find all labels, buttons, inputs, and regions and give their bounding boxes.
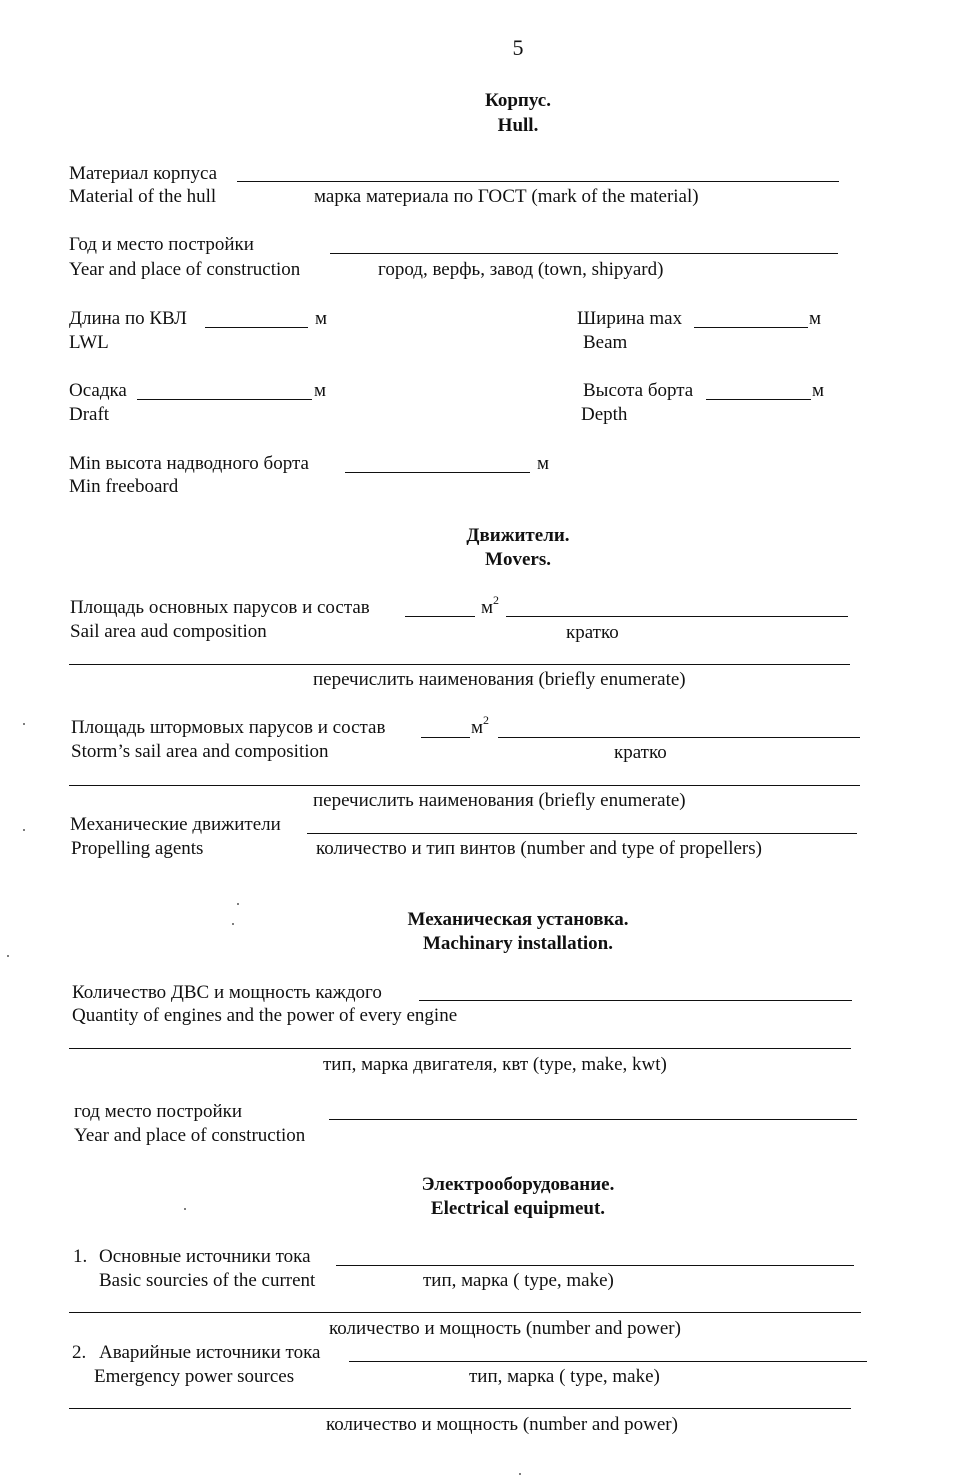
hull-draft-field[interactable] <box>137 399 312 400</box>
scan-speck <box>519 1473 521 1475</box>
machinery-year-label-en: Year and place of construction <box>74 1125 306 1146</box>
scan-speck <box>23 723 25 725</box>
machinery-year-label-ru: год место постройки <box>74 1101 243 1122</box>
hull-depth-unit: м <box>812 380 825 401</box>
hull-material-field[interactable] <box>237 181 839 182</box>
movers-storm-briefly-hint: кратко <box>614 742 667 763</box>
scan-speck <box>237 903 239 905</box>
hull-beam-unit: м <box>809 308 822 329</box>
hull-year-field[interactable] <box>330 253 838 254</box>
hull-lwl-unit: м <box>315 308 328 329</box>
electrical-basic-field[interactable] <box>336 1265 854 1266</box>
electrical-basic-number: 1. <box>73 1246 88 1267</box>
machinery-engines-type-field[interactable] <box>69 1048 851 1049</box>
movers-mech-label-ru: Механические движители <box>70 814 281 835</box>
machinery-year-field[interactable] <box>329 1119 857 1120</box>
hull-freeboard-field[interactable] <box>345 472 530 473</box>
movers-sail-composition-field[interactable] <box>506 616 848 617</box>
hull-draft-label-en: Draft <box>69 404 110 425</box>
electrical-emergency-qty-hint: количество и мощность (number and power) <box>326 1414 678 1435</box>
movers-sail-label-ru: Площадь основных парусов и состав <box>70 597 370 618</box>
electrical-basic-label-ru: Основные источники тока <box>99 1246 311 1267</box>
machinery-engines-label-en: Quantity of engines and the power of every engine <box>72 1005 458 1026</box>
movers-sail-briefly-hint: кратко <box>566 622 619 643</box>
hull-lwl-label-en: LWL <box>69 332 109 353</box>
electrical-title-ru: Электрооборудование. <box>421 1174 615 1195</box>
movers-storm-label-ru: Площадь штормовых парусов и состав <box>71 717 386 738</box>
movers-title-ru: Движители. <box>466 525 570 546</box>
electrical-basic-qty-field[interactable] <box>69 1312 861 1313</box>
electrical-emergency-label-ru: Аварийные источники тока <box>99 1342 321 1363</box>
electrical-emergency-hint: тип, марка ( type, make) <box>469 1366 660 1387</box>
hull-lwl-label-ru: Длина по КВЛ <box>69 308 187 329</box>
hull-depth-field[interactable] <box>706 399 811 400</box>
scan-speck <box>232 923 234 925</box>
movers-sail-enumerate-hint: перечислить наименования (briefly enumerate) <box>313 669 686 690</box>
movers-storm-composition-field[interactable] <box>498 737 860 738</box>
electrical-basic-label-en: Basic sourcies of the current <box>99 1270 316 1291</box>
hull-material-hint: марка материала по ГОСТ (mark of the material) <box>314 186 699 207</box>
machinery-title-en: Machinary installation. <box>422 933 613 954</box>
hull-material-label-en: Material of the hull <box>69 186 217 207</box>
movers-sail-unit: $м^2$ <box>481 592 500 618</box>
hull-year-label-en: Year and place of construction <box>69 259 301 280</box>
hull-beam-label-en: Beam <box>583 332 628 353</box>
hull-title-ru: Корпус. <box>485 90 551 111</box>
hull-freeboard-label-en: Min freeboard <box>69 476 179 497</box>
electrical-basic-qty-hint: количество и мощность (number and power) <box>329 1318 681 1339</box>
movers-mech-hint: количество и тип винтов (number and type of propellers) <box>316 838 762 859</box>
hull-lwl-field[interactable] <box>205 327 308 328</box>
hull-material-label-ru: Материал корпуса <box>69 163 218 184</box>
movers-mech-label-en: Propelling agents <box>71 838 204 859</box>
movers-mech-field[interactable] <box>307 833 857 834</box>
machinery-engines-field[interactable] <box>419 1000 852 1001</box>
machinery-engines-label-ru: Количество ДВС и мощность каждого <box>72 982 382 1003</box>
movers-title-en: Movers. <box>485 549 551 570</box>
hull-year-label-ru: Год и место постройки <box>69 234 254 255</box>
hull-title-en: Hull. <box>497 115 539 136</box>
scan-speck <box>23 829 25 831</box>
hull-depth-label-ru: Высота борта <box>583 380 694 401</box>
hull-freeboard-label-ru: Min высота надводного борта <box>69 453 309 474</box>
scan-speck <box>7 955 9 957</box>
hull-year-hint: город, верфь, завод (town, shipyard) <box>378 259 664 280</box>
movers-sail-enumerate-field[interactable] <box>69 664 850 665</box>
hull-freeboard-unit: м <box>537 453 550 474</box>
movers-storm-enumerate-hint: перечислить наименования (briefly enumerate) <box>313 790 686 811</box>
electrical-emergency-field[interactable] <box>349 1361 867 1362</box>
electrical-emergency-number: 2. <box>72 1342 87 1363</box>
movers-sail-label-en: Sail area aud composition <box>70 621 267 642</box>
page-number: 5 <box>512 35 524 60</box>
movers-sail-area-field[interactable] <box>405 616 475 617</box>
electrical-emergency-label-en: Emergency power sources <box>94 1366 295 1387</box>
electrical-basic-hint: тип, марка ( type, make) <box>423 1270 614 1291</box>
hull-beam-label-ru: Ширина max <box>577 308 683 329</box>
machinery-engines-hint: тип, марка двигателя, квт (type, make, kwt) <box>323 1054 667 1075</box>
hull-draft-unit: м <box>314 380 327 401</box>
movers-storm-enumerate-field[interactable] <box>69 785 860 786</box>
electrical-title-en: Electrical equipmeut. <box>430 1198 606 1219</box>
machinery-title-ru: Механическая установка. <box>407 909 629 930</box>
scan-speck <box>184 1208 186 1210</box>
hull-draft-label-ru: Осадка <box>69 380 127 401</box>
movers-storm-area-field[interactable] <box>421 737 470 738</box>
hull-beam-field[interactable] <box>694 327 808 328</box>
hull-depth-label-en: Depth <box>581 404 628 425</box>
movers-storm-unit: $м^2$ <box>471 712 490 738</box>
electrical-emergency-qty-field[interactable] <box>69 1408 851 1409</box>
movers-storm-label-en: Storm’s sail area and composition <box>71 741 329 762</box>
